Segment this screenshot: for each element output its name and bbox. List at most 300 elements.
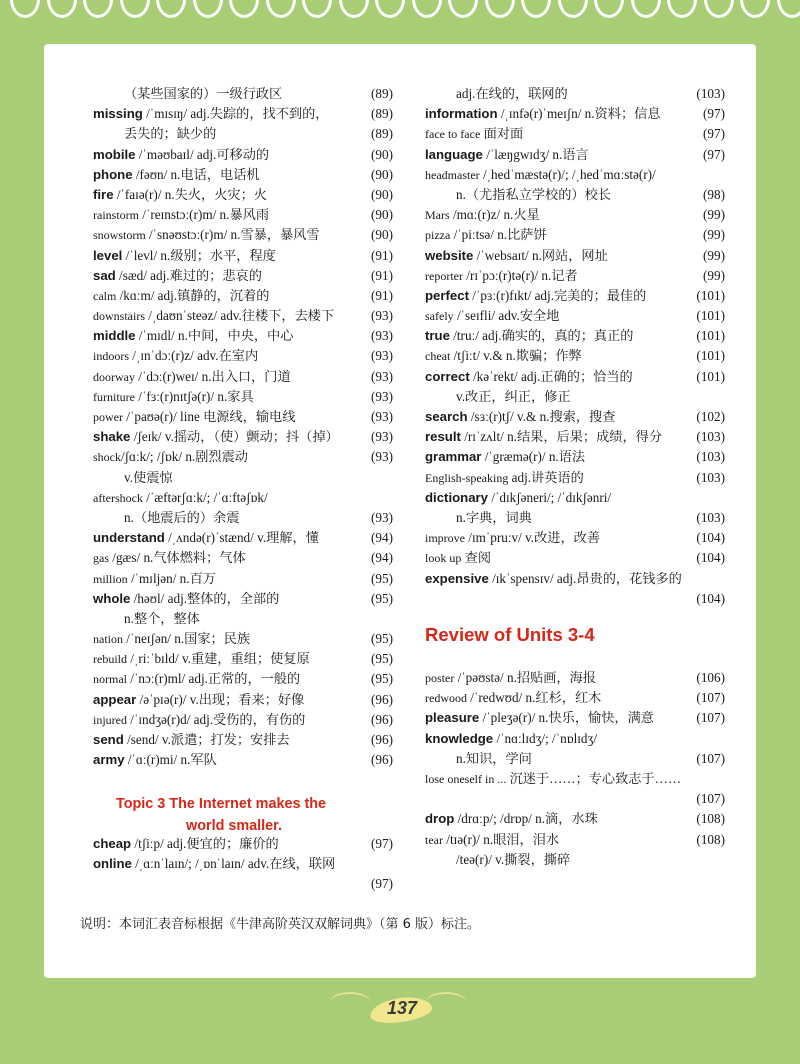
headword: information	[425, 106, 498, 122]
headword: shake	[93, 429, 131, 445]
entry-text	[456, 185, 611, 205]
definition: 面对面	[480, 126, 524, 142]
definition: /ʃeɪk/ v.摇动，（使）颤动；抖（掉）	[130, 429, 339, 445]
vocab-entry	[93, 104, 393, 124]
entry-text	[425, 548, 491, 568]
word: tear	[425, 832, 443, 847]
headword: mobile	[93, 146, 136, 162]
page-ref: (93)	[371, 328, 393, 344]
definition: /rɪˈpɔː(r)tə(r)/ n.记者	[462, 267, 578, 283]
vocab-entry	[425, 225, 725, 245]
vocab-column-right-2	[425, 668, 725, 870]
entry-text	[93, 387, 254, 407]
entry-text	[93, 750, 217, 770]
entry-text	[93, 488, 268, 508]
binding-ring	[412, 0, 442, 18]
entry-text	[425, 468, 584, 488]
binding-ring	[777, 0, 800, 18]
page-ref: (97)	[703, 106, 725, 122]
vocab-entry	[425, 266, 725, 286]
vocab-entry	[93, 750, 393, 770]
headword: send	[93, 732, 124, 747]
vocab-entry	[93, 468, 393, 488]
page-ref: (101)	[696, 348, 725, 364]
ring-binding	[0, 0, 800, 40]
page-ref: (96)	[371, 711, 393, 727]
vocab-entry	[93, 609, 393, 629]
vocab-entry	[425, 346, 725, 366]
definition: /ˈfaɪə(r)/ n.失火，火灾；火	[113, 186, 267, 202]
definition: /ˌɑːnˈlaɪn/; /ˌɒnˈlaɪn/ adv.在线，联网	[131, 856, 336, 872]
page-ref: (103)	[696, 86, 725, 101]
entry-text	[93, 145, 269, 165]
word: gas	[93, 551, 109, 566]
vocab-entry	[93, 346, 393, 366]
binding-ring	[120, 0, 150, 18]
entry-text	[93, 528, 319, 548]
vocab-entry	[425, 688, 725, 708]
vocab-entry	[425, 569, 725, 589]
definition: /ˈgræmə(r)/ n.语法	[481, 449, 586, 465]
definition: /ɪkˈspensɪv/ adj.昂贵的，花钱多的	[488, 570, 682, 586]
vocab-entry	[425, 468, 725, 488]
definition: /ˈpiːtsə/ n.比萨饼	[450, 227, 547, 243]
page-ref: (101)	[696, 368, 725, 384]
page-ref: (106)	[696, 670, 725, 685]
entry-text	[93, 306, 334, 326]
vocab-entry	[93, 710, 393, 730]
page-ref: (107)	[696, 750, 725, 766]
word: nation	[93, 632, 123, 647]
binding-ring	[448, 0, 478, 18]
page-ref: (103)	[696, 449, 725, 465]
word: redwood	[425, 691, 467, 706]
headword: phone	[93, 166, 133, 182]
definition: /tʃiːt/ v.& n.欺骗；作弊	[450, 348, 582, 364]
definition: /drɑːp/; /drɒp/ n.滴，水珠	[454, 811, 598, 827]
definition: adj.讲英语的	[508, 469, 584, 485]
binding-ring	[667, 0, 697, 18]
binding-ring	[10, 0, 40, 18]
definition: /ˈreɪnstɔː(r)m/ n.暴风雨	[139, 207, 270, 223]
entry-text	[93, 427, 339, 447]
headword: search	[425, 409, 468, 424]
page-ref: (103)	[696, 429, 725, 445]
vocab-entry	[425, 528, 725, 548]
entry-text	[425, 729, 597, 749]
binding-ring	[485, 0, 515, 18]
definition: /ˌʌndə(r)ˈstænd/ v.理解，懂	[164, 530, 319, 546]
headword: army	[93, 752, 125, 768]
page-ref: (91)	[371, 267, 393, 283]
word: furniture	[93, 389, 135, 404]
headword: online	[93, 856, 132, 872]
entry-text	[425, 488, 611, 508]
definition: /ɪmˈpruːv/ v.改进，改善	[465, 530, 601, 546]
vocab-entry	[425, 185, 725, 205]
headword: result	[425, 429, 461, 445]
entry-text	[93, 710, 305, 730]
vocab-entry	[93, 488, 393, 508]
vocab-entry	[93, 84, 393, 104]
binding-ring	[631, 0, 661, 18]
definition: /ˈlæŋgwɪdʒ/ n.语言	[482, 146, 589, 162]
vocab-entry	[93, 447, 393, 467]
vocab-entry	[93, 874, 393, 894]
definition: /ˈdɪkʃəneri/; /ˈdɪkʃənri/	[488, 489, 612, 505]
vocab-entry	[425, 789, 725, 809]
entry-text	[456, 850, 570, 870]
page-ref: (104)	[696, 590, 725, 606]
vocab-entry	[93, 266, 393, 286]
vocab-entry	[425, 104, 725, 124]
entry-text	[425, 104, 661, 124]
binding-ring	[302, 0, 332, 18]
binding-ring	[740, 0, 770, 18]
definition: n.字典，词典	[456, 509, 532, 525]
definition: n.（地震后的）余震	[124, 509, 240, 525]
binding-ring	[193, 0, 223, 18]
definition: （某些国家的）一级行政区	[124, 86, 283, 101]
definition: 丢失的；缺少的	[124, 126, 217, 142]
vocab-entry	[93, 145, 393, 165]
entry-text	[425, 708, 654, 728]
vocab-entry	[93, 854, 393, 874]
vocab-entry	[425, 668, 725, 688]
page-ref: (101)	[696, 328, 725, 344]
definition: /ˌɪnˈdɔː(r)z/ adv.在室内	[129, 348, 259, 364]
binding-ring	[704, 0, 734, 18]
page-ref: (107)	[696, 710, 725, 726]
page-ref: (93)	[371, 388, 393, 404]
definition: /ˈmɪsɪŋ/ adj.失踪的，找不到的，	[142, 106, 329, 122]
vocab-entry	[425, 769, 725, 789]
vocab-entry	[93, 427, 393, 447]
vocab-entry	[93, 205, 393, 225]
entry-text	[425, 124, 523, 144]
page-ref: (101)	[696, 308, 725, 324]
page-ref: (93)	[371, 429, 393, 445]
binding-ring	[339, 0, 369, 18]
entry-text	[124, 124, 216, 144]
page-ref: (95)	[371, 651, 393, 667]
page-ref: (90)	[371, 207, 393, 223]
entry-text	[93, 854, 335, 874]
entry-text	[425, 266, 578, 286]
vocab-entry	[425, 124, 725, 144]
headword: fire	[93, 186, 114, 202]
headword: sad	[93, 267, 116, 283]
headword: correct	[425, 368, 470, 384]
definition: /ˈsnəʊstɔː(r)m/ n.雪暴，暴风雪	[145, 227, 320, 243]
headword: perfect	[425, 287, 469, 303]
word: headmaster	[425, 167, 480, 182]
page-ref: (89)	[371, 106, 393, 122]
definition: /ˈmɪdl/ n.中间，中央，中心	[135, 328, 294, 344]
vocab-entry	[425, 387, 725, 407]
word: face to face	[425, 127, 481, 142]
definition: /ˈneɪʃən/ n.国家；民族	[123, 631, 251, 647]
definition: 查阅	[461, 550, 492, 566]
definition: /ˌriːˈbɪld/ v.重建，重组；使复原	[127, 651, 310, 667]
topic-line-1: Topic 3 The Internet makes the	[116, 796, 327, 812]
entry-text	[93, 548, 246, 568]
vocab-entry	[425, 508, 725, 528]
vocab-entry	[93, 387, 393, 407]
definition: /ˈɑː(r)mi/ n.军队	[124, 752, 217, 768]
vocab-column-right	[425, 84, 725, 609]
definition: /sæd/ adj.难过的；悲哀的	[115, 267, 262, 283]
vocab-entry	[425, 84, 725, 104]
headword: grammar	[425, 449, 482, 465]
entry-text	[425, 367, 633, 387]
entry-text	[425, 668, 596, 688]
entry-text	[425, 306, 559, 326]
definition: /fəʊn/ n.电话，电话机	[132, 166, 260, 182]
page-ref: (89)	[371, 126, 393, 142]
entry-text	[93, 225, 320, 245]
word: normal	[93, 672, 127, 687]
word: look up	[425, 551, 462, 566]
entry-text	[93, 286, 269, 306]
vocab-entry	[425, 830, 725, 850]
page-ref: (95)	[371, 631, 393, 647]
page-ref: (91)	[371, 247, 393, 263]
definition: /truː/ adj.确实的，真的；真正的	[449, 328, 634, 344]
page-ref: (93)	[371, 368, 393, 384]
definition: /ˈməʊbaɪl/ adj.可移动的	[135, 146, 270, 162]
page-ref: (99)	[703, 247, 725, 263]
entry-text	[456, 508, 532, 528]
entry-text	[425, 809, 598, 829]
definition: /ˌɪnfə(r)ˈmeɪʃn/ n.资料；信息	[497, 106, 661, 122]
entry-text	[93, 104, 329, 124]
entry-text	[93, 165, 260, 185]
page-number: 137	[386, 998, 418, 1018]
definition: /kɑːm/ adj.镇静的，沉着的	[116, 287, 270, 303]
headword: dictionary	[425, 489, 489, 505]
binding-ring	[266, 0, 296, 18]
definition: n.知识，学问	[456, 750, 532, 766]
entry-text	[425, 769, 681, 789]
definition: /ˈpleʒə(r)/ n.快乐，愉快，满意	[479, 710, 654, 726]
word: downstairs	[93, 309, 145, 324]
page-ref: (107)	[696, 690, 725, 706]
topic-heading	[116, 793, 376, 837]
page-ref: (94)	[371, 530, 393, 546]
vocab-entry	[93, 569, 393, 589]
word: power	[93, 410, 123, 424]
definition: /əˈpɪə(r)/ v.出现；看来；好像	[136, 691, 305, 707]
entry-text	[93, 407, 295, 427]
vocab-entry	[93, 528, 393, 548]
entry-text	[425, 830, 559, 850]
word: rebuild	[93, 652, 127, 667]
page-ref: (97)	[371, 876, 393, 892]
word: pizza	[425, 228, 451, 243]
page-ref: (103)	[696, 469, 725, 485]
page-ref: (99)	[703, 267, 725, 283]
word: million	[93, 571, 128, 586]
vocab-entry	[425, 809, 725, 829]
definition: /mɑː(r)z/ n.火星	[449, 207, 540, 223]
binding-ring	[83, 0, 113, 18]
entry-text	[93, 367, 291, 387]
vocab-entry	[93, 306, 393, 326]
binding-ring	[156, 0, 186, 18]
vocab-entry	[425, 729, 725, 749]
vocab-entry	[425, 205, 725, 225]
page-ref: (90)	[371, 186, 393, 202]
headword: cheap	[93, 836, 132, 851]
page-ref: (89)	[371, 86, 393, 101]
definition: /ˈnɑːlɪdʒ/; /ˈnɒlɪdʒ/	[493, 730, 598, 746]
word: injured	[93, 712, 127, 727]
entry-text	[93, 629, 250, 649]
entry-text	[456, 749, 532, 769]
entry-text	[425, 205, 540, 225]
entry-text	[425, 569, 682, 589]
binding-ring	[47, 0, 77, 18]
vocab-entry	[93, 367, 393, 387]
page-ref: (93)	[371, 308, 393, 324]
page-ref: (103)	[696, 509, 725, 525]
vocab-entry	[425, 326, 725, 346]
binding-ring	[521, 0, 551, 18]
page-ref: (95)	[371, 671, 393, 687]
vocab-entry	[425, 367, 725, 387]
page-ref: (95)	[371, 570, 393, 586]
definition: /ˈmɪljən/ n.百万	[127, 570, 216, 586]
page-ref: (96)	[371, 752, 393, 768]
entry-text	[425, 165, 656, 185]
entry-text	[93, 589, 279, 609]
definition: /ˈfɜː(r)nɪtʃə(r)/ n.家具	[134, 388, 254, 404]
definition: n.整个，整体	[124, 610, 200, 626]
word: doorway	[93, 369, 135, 384]
vocab-entry	[425, 548, 725, 568]
word: rainstorm	[93, 208, 139, 223]
entry-text	[425, 688, 601, 708]
page-number-badge	[340, 988, 460, 1038]
topic-line-2: world smaller.	[186, 818, 282, 834]
definition: /ˈpɜː(r)fɪkt/ adj.完美的；最佳的	[468, 287, 647, 303]
definition: /gæs/ n.气体燃料；气体	[109, 550, 246, 566]
vocab-entry	[93, 225, 393, 245]
vocab-column-left	[93, 84, 393, 770]
headword: middle	[93, 328, 136, 344]
entry-text	[93, 346, 258, 366]
entry-text	[93, 266, 262, 286]
word: aftershock	[93, 490, 143, 505]
vocab-entry	[93, 508, 393, 528]
page-ref: (104)	[696, 550, 725, 566]
page-ref: (97)	[703, 146, 725, 162]
binding-ring	[375, 0, 405, 18]
word: safely	[425, 309, 454, 324]
word: reporter	[425, 268, 463, 283]
definition: /ˈɪndʒə(r)d/ adj.受伤的，有伤的	[127, 711, 306, 727]
entry-text	[425, 528, 600, 548]
binding-ring	[594, 0, 624, 18]
entry-text	[93, 649, 310, 669]
entry-text	[124, 508, 239, 528]
entry-text	[124, 84, 282, 104]
vocab-entry	[93, 246, 393, 266]
word: lose oneself in ...	[425, 771, 507, 786]
definition: /teə(r)/ v.撕裂，撕碎	[456, 851, 571, 867]
page-ref: (96)	[371, 691, 393, 707]
headword: missing	[93, 106, 143, 122]
headword: pleasure	[425, 710, 480, 726]
vocab-entry	[93, 730, 393, 750]
headword: expensive	[425, 570, 489, 586]
vocab-entry	[93, 690, 393, 710]
entry-text	[93, 669, 300, 689]
word: poster	[425, 671, 455, 685]
entry-text	[93, 569, 216, 589]
definition: /ˈredwʊd/ n.红杉，红木	[467, 690, 602, 706]
page-ref: (97)	[703, 126, 725, 142]
entry-text	[124, 609, 200, 629]
page-ref: (107)	[696, 791, 725, 807]
definition: v.改正，纠正，修正	[456, 388, 571, 404]
entry-text	[425, 346, 582, 366]
entry-text	[425, 145, 589, 165]
vocab-entry	[93, 649, 393, 669]
vocab-entry	[93, 589, 393, 609]
vocab-entry	[93, 165, 393, 185]
entry-text	[425, 286, 646, 306]
page-ref: (99)	[703, 227, 725, 243]
page-ref: (102)	[696, 409, 725, 424]
entry-text	[425, 246, 608, 266]
page-ref: (90)	[371, 146, 393, 162]
entry-text	[425, 225, 547, 245]
vocab-entry	[93, 834, 393, 854]
vocab-entry	[93, 548, 393, 568]
vocab-entry	[93, 326, 393, 346]
vocab-entry	[93, 185, 393, 205]
entry-text	[425, 407, 615, 427]
definition: /kəˈrekt/ adj.正确的；恰当的	[469, 368, 633, 384]
headword: knowledge	[425, 730, 494, 746]
page-ref: (90)	[371, 227, 393, 243]
page-ref: (108)	[696, 811, 725, 827]
page-ref: (99)	[703, 207, 725, 223]
vocab-entry	[425, 589, 725, 609]
entry-text	[93, 246, 276, 266]
word: cheat	[425, 349, 451, 364]
binding-ring	[229, 0, 259, 18]
vocab-entry	[93, 286, 393, 306]
headword: true	[425, 328, 450, 344]
footnote: 说明：本词汇表音标根据《牛津高阶英汉双解词典》（第 6 版）标注。	[80, 917, 481, 932]
definition: /ˌhedˈmæstə(r)/; /ˌhedˈmɑːstə(r)/	[479, 166, 656, 182]
definition: /ˈdɔː(r)weɪ/ n.出入口，门道	[135, 368, 291, 384]
word: indoors	[93, 349, 129, 364]
entry-text	[456, 387, 571, 407]
definition: /sɜː(r)tʃ/ v.& n.搜索，搜查	[467, 409, 616, 424]
page-ref: (93)	[371, 509, 393, 525]
vocab-entry	[425, 488, 725, 508]
word: improve	[425, 531, 465, 546]
page-ref: (90)	[371, 166, 393, 182]
entry-text	[456, 84, 568, 104]
definition: /ˌdaʊnˈsteəz/ adv.往楼下，去楼下	[145, 308, 335, 324]
headword: understand	[93, 530, 165, 546]
page-ref: (108)	[696, 831, 725, 847]
